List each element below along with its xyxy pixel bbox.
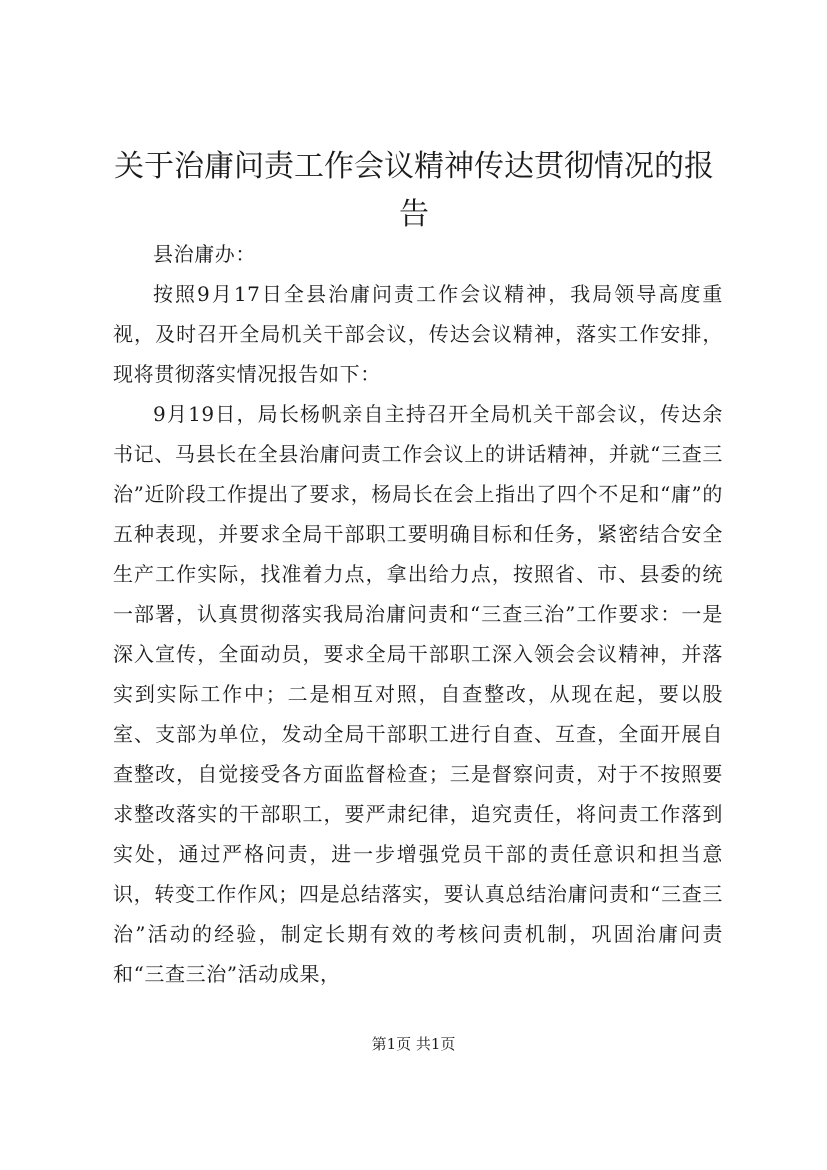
document-body (113, 234, 723, 994)
paragraph-details: 9月19日，局长杨帆亲自主持召开全局机关干部会议，传达余书记、马县长在全县治庸问责工作会议上的讲话精神，并就“三查三治”近阶段工作提出了要求，杨局长在会上指出了四个不足和“庸”的五种表现，并要求全局干部职工要明确目标和任务，紧密结合安全生产工作实际，找准着力点，拿出给力点，按照省、市、县委的统一部署，认真贯彻落实我局治庸问责和“三查三治”工作要求：一是深入宣传，全面动员，要求全局干部职工深入领会会议精神，并落实到实际工作中；二是相互对照，自查整改，从现在起，要以股室、支部为单位，发动全局干部职工进行自查、互查，全面开展自查整改，自觉接受各方面监督检查；三是督察问责，对于不按照要求整改落实的干部职工，要严肃纪律，追究责任，将问责工作落到实处，通过严格问责，进一步增强党员干部的责任意识和担当意识，转变工作作风；四是总结落实，要认真总结治庸问责和“三查三治”活动的经验，制定长期有效的考核问责机制，巩固治庸问责和“三查三治”活动成果， (113, 402, 723, 986)
paragraph-intro: 按照9月17日全县治庸问责工作会议精神，我局领导高度重视，及时召开全局机关干部会议，传达会议精神，落实工作安排，现将贯彻落实情况报告如下： (113, 282, 723, 386)
addressee: 县治庸办： (153, 242, 256, 266)
page-footer: 第1页 共1页 (371, 1035, 456, 1053)
document-title: 关于治庸问责工作会议精神传达贯彻情况的报告 (114, 149, 714, 232)
